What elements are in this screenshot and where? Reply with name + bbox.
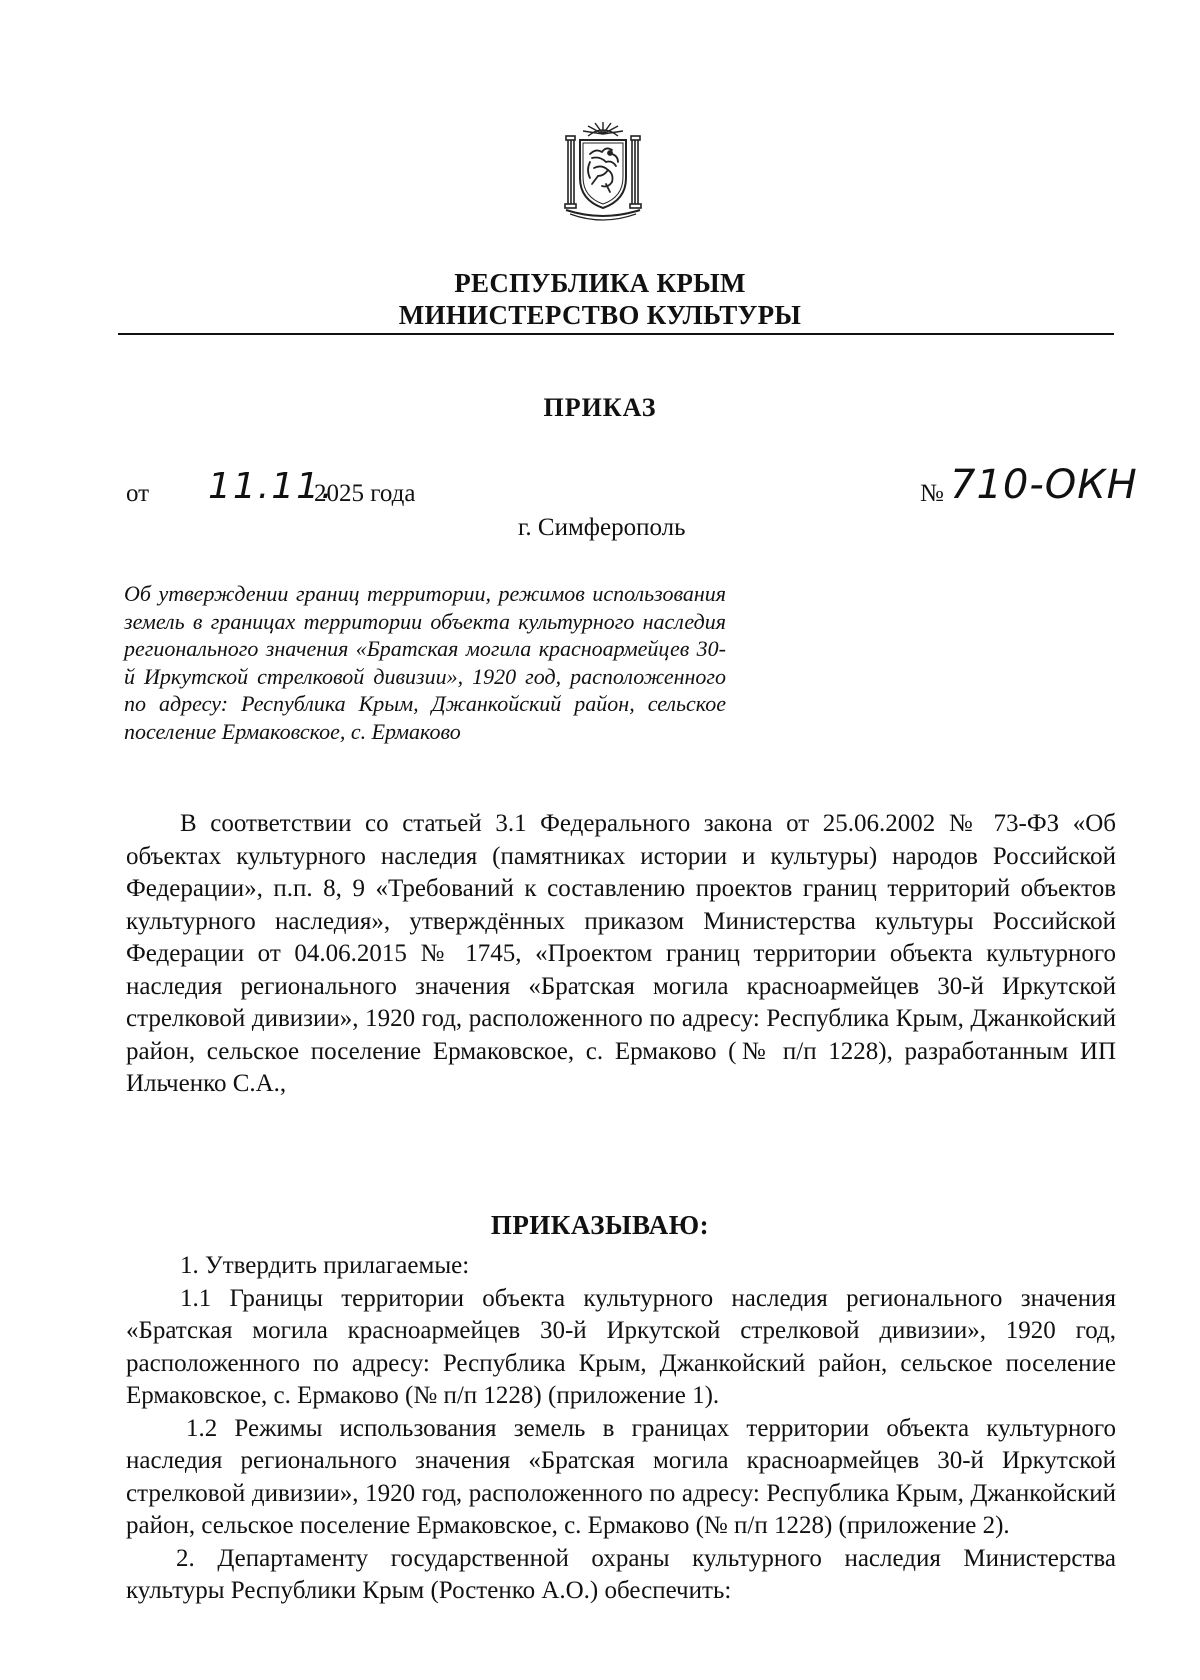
order-subject-text: Об утверждении границ территории, режимов использования земель в границах территории объекта культурного наследия регионального значения «Братская могила красноармейцев 30-й Иркутской стрелковой дивизии», 1920 год, расположенного по адресу: Республика Крым, Джанкойский район, сельское поселение Ермаковское, с. Ермаково [124, 581, 726, 744]
header-ministry: МИНИСТЕРСТВО КУЛЬТУРЫ [398, 300, 802, 330]
order-item-1-1: 1.1 Границы территории объекта культурного наследия регионального значения «Братская могила красноармейцев 30-й Иркутской стрелковой дивизии», 1920 год, расположенного по адресу: Республика Крым, Джанкойский район, сельское поселение Ермаковское, с. Ермаково (№ п/п 1228) (приложение 1). [126, 1284, 1116, 1409]
crimea-coat-of-arms-icon [562, 118, 644, 222]
date-year: 2025 года [314, 480, 416, 507]
order-items [126, 1250, 1116, 1608]
header-divider [118, 333, 1114, 335]
order-title: ПРИКАЗ [543, 393, 657, 422]
handwritten-date: 11.11. [208, 466, 335, 507]
preamble-text: В соответствии со статьей 3.1 Федерального закона от 25.06.2002 № 73-ФЗ «Об объектах культурного наследия (памятниках истории и культуры) народов Российской Федерации», п.п. 8, 9 «Требований к составлению проектов границ территорий объектов культурного наследия», утверждённых приказом Министерства культуры Российской Федерации от 04.06.2015 № 1745, «Проектом границ территории объекта культурного наследия регионального значения «Братская могила красноармейцев 30-й Иркутской стрелковой дивизии», 1920 год, расположенного по адресу: Республика Крым, Джанкойский район, сельское поселение Ермаковское, с. Ермаково (№ п/п 1228), разработанным ИП Ильченко С.А., [126, 810, 1116, 1097]
preamble [126, 808, 1116, 1101]
header-republic: РЕСПУБЛИКА КРЫМ [454, 268, 746, 298]
city: г. Симферополь [518, 514, 686, 541]
order-item-1: 1. Утвердить прилагаемые: [180, 1252, 470, 1279]
order-subject [124, 580, 726, 745]
handwritten-order-number: 710-ОКН [950, 462, 1138, 508]
order-number-label: № [920, 480, 944, 507]
date-from-label: от [126, 480, 150, 507]
order-item-1-2: 1.2 Режимы использования земель в границах территории объекта культурного наследия регионального значения «Братская могила красноармейцев 30-й Иркутской стрелковой дивизии», 1920 год, расположенного по адресу: Республика Крым, Джанкойский район, сельское поселение Ермаковское, с. Ермаково (№ п/п 1228) (приложение 2). [126, 1414, 1116, 1539]
decree-word: ПРИКАЗЫВАЮ: [490, 1210, 710, 1240]
order-item-2: 2. Департаменту государственной охраны культурного наследия Министерства культуры Республики Крым (Ростенко А.О.) обеспечить: [126, 1544, 1116, 1604]
